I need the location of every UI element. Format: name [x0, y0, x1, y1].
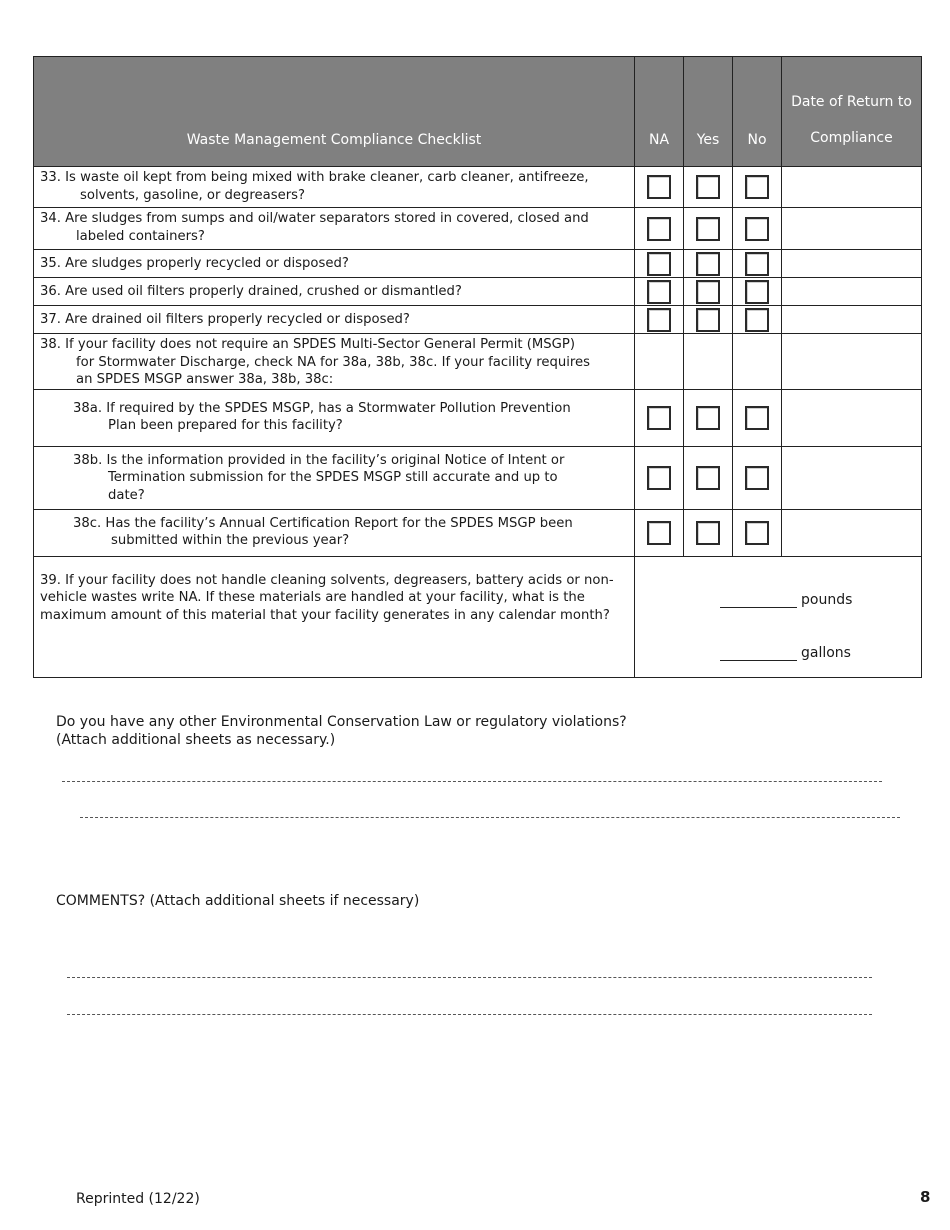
q38b-no-checkbox[interactable]	[745, 466, 769, 490]
q36-yes-checkbox[interactable]	[696, 280, 720, 304]
q38a-yes-checkbox[interactable]	[696, 406, 720, 430]
question-37: 37. Are drained oil filters properly recycled or disposed?	[34, 306, 635, 334]
table-row	[34, 306, 922, 334]
q38a-date-field[interactable]	[782, 389, 922, 446]
q35-na-checkbox[interactable]	[647, 252, 671, 276]
table-header-row	[34, 57, 922, 167]
violations-answer-line-2[interactable]	[80, 817, 900, 818]
q37-date-field[interactable]	[782, 306, 922, 334]
reprint-date: Reprinted (12/22)	[76, 1191, 200, 1207]
pounds-label: pounds	[801, 591, 853, 608]
date-header-line1: Date of Return to	[791, 94, 912, 110]
q35-yes-checkbox[interactable]	[696, 252, 720, 276]
column-na: NA	[635, 57, 684, 167]
date-header-line2: Compliance	[810, 130, 893, 146]
q38a-na-checkbox[interactable]	[647, 406, 671, 430]
question-38a: 38a. If required by the SPDES MSGP, has a Stormwater Pollution Prevention Plan been prepared for this facility?	[34, 389, 635, 446]
compliance-checklist-table	[33, 56, 922, 678]
table-row	[34, 167, 922, 208]
violations-question: Do you have any other Environmental Conservation Law or regulatory violations?	[56, 714, 627, 730]
question-35: 35. Are sludges properly recycled or disposed?	[34, 250, 635, 278]
column-no: No	[733, 57, 782, 167]
q37-no-checkbox[interactable]	[745, 308, 769, 332]
q36-no-checkbox[interactable]	[745, 280, 769, 304]
table-row	[34, 556, 922, 677]
table-row	[34, 389, 922, 446]
question-38: 38. If your facility does not require an SPDES Multi-Sector General Permit (MSGP) for Stormwater Discharge, check NA for 38a, 38b, 38c. If your facility requires an SPDES MSGP answer 38a, 38b, 38c:	[34, 334, 635, 390]
table-row	[34, 250, 922, 278]
q34-no-checkbox[interactable]	[745, 217, 769, 241]
table-row	[34, 509, 922, 556]
page-number: 8	[920, 1188, 931, 1206]
question-36: 36. Are used oil filters properly drained, crushed or dismantled?	[34, 278, 635, 306]
q34-na-checkbox[interactable]	[647, 217, 671, 241]
q33-na-checkbox[interactable]	[647, 175, 671, 199]
pounds-input-line[interactable]	[720, 607, 797, 608]
violations-note: (Attach additional sheets as necessary.)	[56, 732, 336, 748]
table-row	[34, 334, 922, 390]
q38c-date-field[interactable]	[782, 509, 922, 556]
question-39: 39. If your facility does not handle cleaning solvents, degreasers, battery acids or non-vehicle wastes write NA. If these materials are handled at your facility, what is the maximum amount of this material that your facility generates in any calendar month?	[34, 556, 635, 677]
q37-yes-checkbox[interactable]	[696, 308, 720, 332]
question-38c: 38c. Has the facility’s Annual Certification Report for the SPDES MSGP been submitted within the previous year?	[34, 509, 635, 556]
q34-yes-checkbox[interactable]	[696, 217, 720, 241]
q33-no-checkbox[interactable]	[745, 175, 769, 199]
gallons-input-line[interactable]	[720, 660, 797, 661]
q38c-na-checkbox[interactable]	[647, 521, 671, 545]
q36-na-checkbox[interactable]	[647, 280, 671, 304]
violations-answer-line-1[interactable]	[62, 781, 882, 782]
table-row	[34, 208, 922, 250]
q38c-yes-checkbox[interactable]	[696, 521, 720, 545]
q35-date-field[interactable]	[782, 250, 922, 278]
q33-yes-checkbox[interactable]	[696, 175, 720, 199]
question-38b: 38b. Is the information provided in the facility’s original Notice of Intent or Termination submission for the SPDES MSGP still accurate and up to date?	[34, 446, 635, 509]
comments-label: COMMENTS? (Attach additional sheets if necessary)	[56, 893, 420, 909]
table-row	[34, 278, 922, 306]
q36-date-field[interactable]	[782, 278, 922, 306]
q39-amount-cell	[635, 556, 922, 677]
q37-na-checkbox[interactable]	[647, 308, 671, 332]
table-title: Waste Management Compliance Checklist	[34, 57, 635, 167]
comments-line-1[interactable]	[67, 977, 872, 978]
q35-no-checkbox[interactable]	[745, 252, 769, 276]
q38b-yes-checkbox[interactable]	[696, 466, 720, 490]
q34-date-field[interactable]	[782, 208, 922, 250]
q38a-no-checkbox[interactable]	[745, 406, 769, 430]
q33-date-field[interactable]	[782, 167, 922, 208]
table-row	[34, 446, 922, 509]
q38b-date-field[interactable]	[782, 446, 922, 509]
column-yes: Yes	[684, 57, 733, 167]
column-date-of-return	[782, 57, 922, 167]
comments-line-2[interactable]	[67, 1014, 872, 1015]
gallons-label: gallons	[801, 644, 851, 661]
q38c-no-checkbox[interactable]	[745, 521, 769, 545]
question-34: 34. Are sludges from sumps and oil/water separators stored in covered, closed and labeled containers?	[34, 208, 635, 250]
question-33: 33. Is waste oil kept from being mixed with brake cleaner, carb cleaner, antifreeze, solvents, gasoline, or degreasers?	[34, 167, 635, 208]
q38b-na-checkbox[interactable]	[647, 466, 671, 490]
